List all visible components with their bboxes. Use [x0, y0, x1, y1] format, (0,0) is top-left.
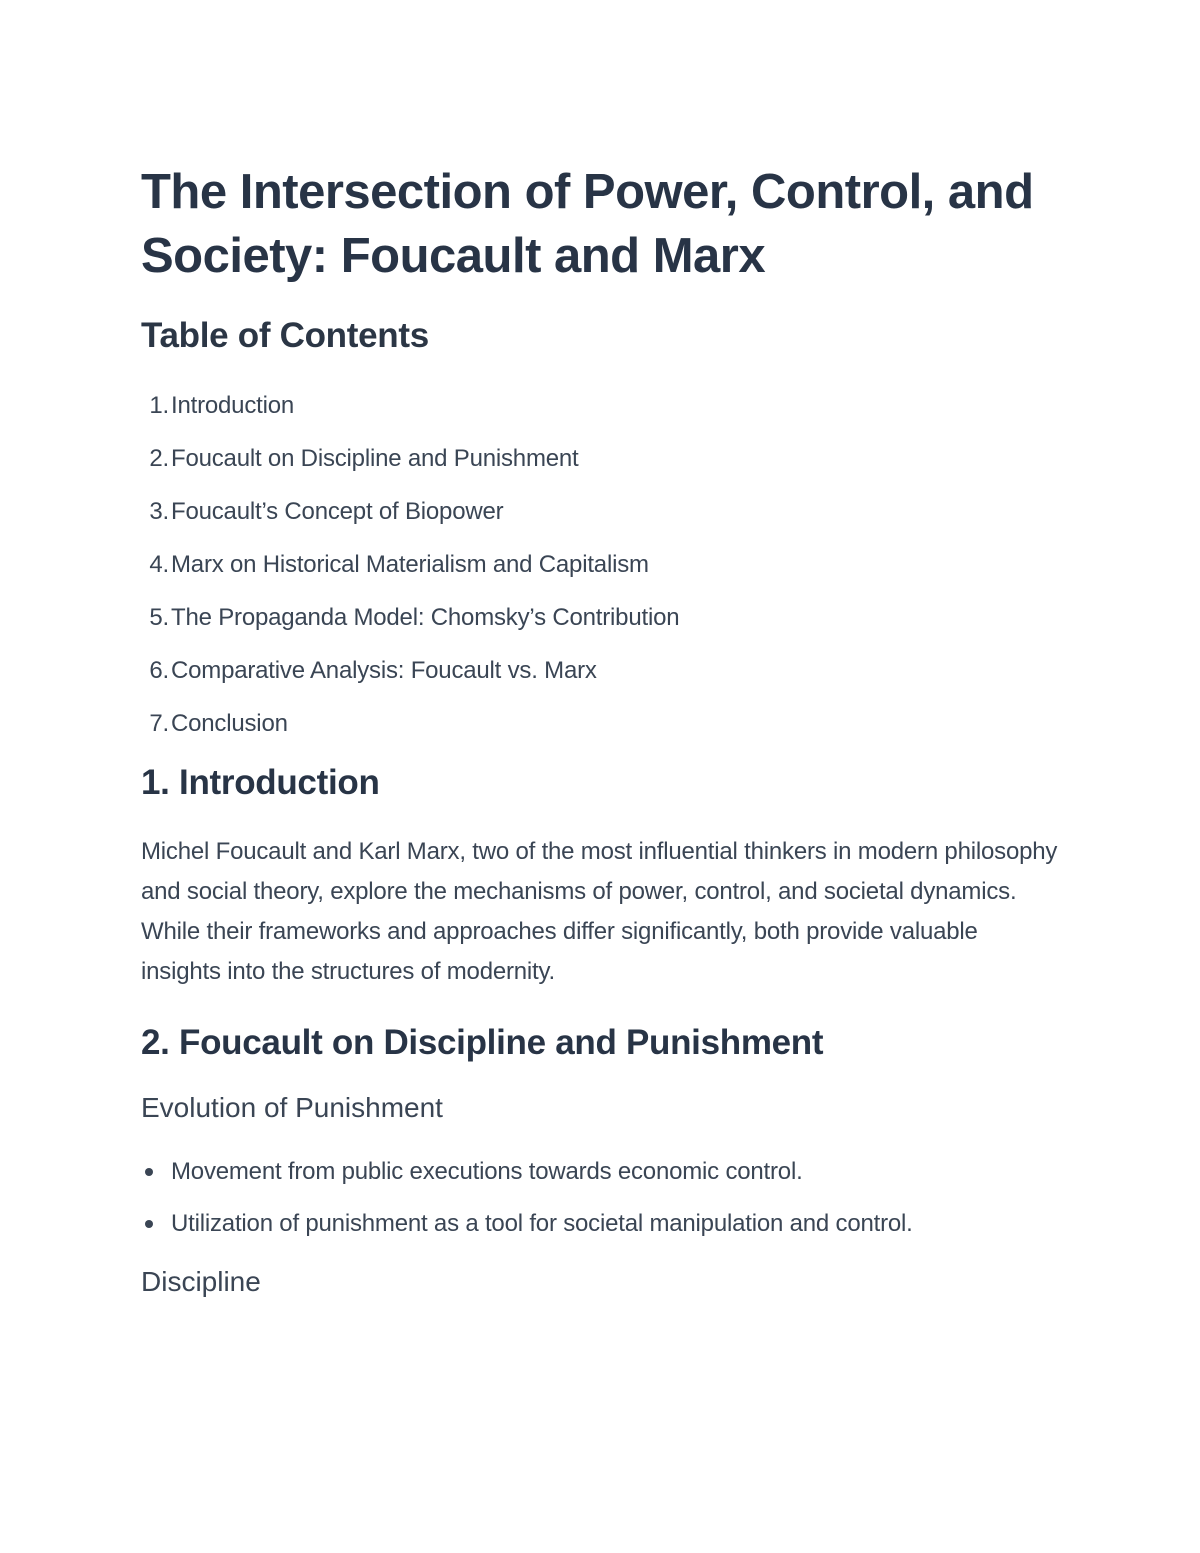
toc-item-number: 2.	[149, 445, 169, 472]
subheading-evolution-of-punishment: Evolution of Punishment	[141, 1092, 443, 1123]
toc-item-number: 5.	[149, 604, 169, 631]
bullet-text: Movement from public executions towards economic control.	[171, 1158, 803, 1185]
introduction-paragraph: Michel Foucault and Karl Marx, two of the most influential thinkers in modern philosophy and social theory, explore the mechanisms of power, control, and societal dynamics. While their frameworks and approaches differ significantly, both provide valuable insights into the structures of modernity.	[141, 838, 1058, 985]
list-item	[141, 1146, 1061, 1198]
toc-item-biopower[interactable]	[141, 485, 1061, 538]
toc-item-number: 6.	[149, 657, 169, 684]
toc-item-marx[interactable]	[141, 538, 1061, 591]
toc-item-label: Foucault’s Concept of Biopower	[171, 498, 504, 525]
toc-item-number: 7.	[149, 710, 169, 737]
toc-item-label: Foucault on Discipline and Punishment	[171, 445, 579, 472]
toc-item-label: Marx on Historical Materialism and Capitalism	[171, 551, 649, 578]
toc-item-foucault-discipline[interactable]	[141, 432, 1061, 485]
toc-item-propaganda-model[interactable]	[141, 591, 1061, 644]
toc-item-comparative-analysis[interactable]	[141, 644, 1061, 697]
toc-item-number: 4.	[149, 551, 169, 578]
toc-item-label: Introduction	[171, 392, 295, 419]
section-heading-foucault-discipline: 2. Foucault on Discipline and Punishment	[141, 1023, 824, 1062]
toc-item-label: The Propaganda Model: Chomsky’s Contribution	[171, 604, 680, 631]
subheading-discipline: Discipline	[141, 1266, 261, 1297]
list-item	[141, 1198, 1061, 1250]
toc-item-label: Comparative Analysis: Foucault vs. Marx	[171, 657, 597, 684]
toc-item-number: 1.	[149, 392, 169, 419]
bullet-text: Utilization of punishment as a tool for societal manipulation and control.	[171, 1210, 913, 1237]
bullet-icon	[145, 1220, 153, 1228]
bullet-list	[141, 1146, 1061, 1250]
document-title: The Intersection of Power, Control, and Society: Foucault and Marx	[141, 165, 1034, 283]
toc-item-conclusion[interactable]	[141, 697, 1061, 750]
bullet-icon	[145, 1168, 153, 1176]
toc-item-number: 3.	[149, 498, 169, 525]
toc-item-label: Conclusion	[171, 710, 288, 737]
section-heading-introduction: 1. Introduction	[141, 763, 380, 802]
toc-heading: Table of Contents	[141, 316, 429, 355]
toc-item-introduction[interactable]	[141, 379, 1061, 432]
document-page	[141, 160, 1061, 1302]
table-of-contents	[141, 379, 1061, 750]
